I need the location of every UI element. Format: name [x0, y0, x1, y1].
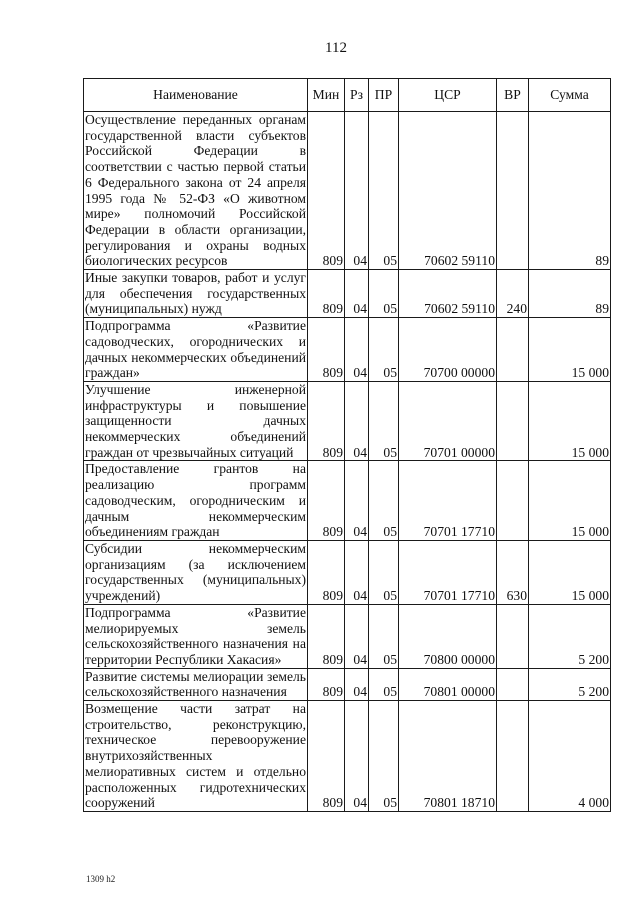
row-sum: 15 000	[529, 461, 611, 541]
table-row	[84, 270, 611, 318]
row-vr: 630	[497, 540, 529, 604]
row-csr: 70701 17710	[399, 461, 497, 541]
row-vr	[497, 381, 529, 461]
row-rz: 04	[345, 668, 369, 700]
table-row	[84, 540, 611, 604]
row-csr: 70700 00000	[399, 318, 497, 382]
row-csr: 70701 17710	[399, 540, 497, 604]
row-min: 809	[308, 381, 345, 461]
row-pr: 05	[369, 701, 399, 812]
row-name: Иные закупки товаров, работ и услуг для обеспечения государственных (муниципальных) нужд	[85, 270, 306, 317]
row-rz: 04	[345, 604, 369, 668]
row-rz: 04	[345, 318, 369, 382]
row-rz: 04	[345, 540, 369, 604]
page-number: 112	[325, 40, 347, 56]
row-sum: 5 200	[529, 668, 611, 700]
row-min: 809	[308, 112, 345, 270]
row-vr	[497, 701, 529, 812]
row-rz: 04	[345, 270, 369, 318]
row-name: Улучшение инженерной инфраструктуры и повышение защищенности дачных некоммерческих объединений граждан от чрезвычайных ситуаций	[85, 381, 306, 460]
table-row	[84, 701, 611, 812]
row-pr: 05	[369, 112, 399, 270]
footer-code: 1309 h2	[86, 874, 116, 884]
header-sum: Сумма	[529, 79, 611, 112]
header-name: Наименование	[84, 79, 308, 112]
table-row	[84, 112, 611, 270]
row-name: Осуществление переданных органам государственной власти субъектов Российской Федерации в соответствии с частью первой статьи 6 Федерального закона от 24 апреля 1995 года № 52-ФЗ «О животном мире» полномочий Российской Федерации в области организации, регулирования и охраны водных биологических ресурсов	[85, 112, 306, 269]
row-vr	[497, 318, 529, 382]
row-csr: 70801 00000	[399, 668, 497, 700]
row-min: 809	[308, 668, 345, 700]
row-pr: 05	[369, 668, 399, 700]
row-pr: 05	[369, 318, 399, 382]
row-sum: 5 200	[529, 604, 611, 668]
row-pr: 05	[369, 270, 399, 318]
row-pr: 05	[369, 381, 399, 461]
row-csr: 70602 59110	[399, 270, 497, 318]
row-sum: 15 000	[529, 540, 611, 604]
table-header	[84, 79, 611, 112]
row-vr: 240	[497, 270, 529, 318]
row-min: 809	[308, 540, 345, 604]
row-sum: 89	[529, 112, 611, 270]
row-name: Предоставление грантов на реализацию программ садоводческим, огородническим и дачным некоммерческим объединениям граждан	[85, 461, 306, 540]
row-rz: 04	[345, 461, 369, 541]
header-rz: Рз	[345, 79, 369, 112]
row-rz: 04	[345, 381, 369, 461]
row-min: 809	[308, 318, 345, 382]
table-body	[84, 112, 611, 812]
row-name: Возмещение части затрат на строительство, реконструкцию, техническое перевооружение внутрихозяйственных мелиоративных систем и отдельно расположенных гидротехнических сооружений	[85, 701, 306, 811]
row-vr	[497, 461, 529, 541]
table-row	[84, 381, 611, 461]
row-csr: 70701 00000	[399, 381, 497, 461]
row-min: 809	[308, 604, 345, 668]
row-rz: 04	[345, 112, 369, 270]
row-sum: 89	[529, 270, 611, 318]
row-min: 809	[308, 461, 345, 541]
row-pr: 05	[369, 461, 399, 541]
table-row	[84, 604, 611, 668]
row-pr: 05	[369, 604, 399, 668]
row-vr	[497, 668, 529, 700]
header-pr: ПР	[369, 79, 399, 112]
table-row	[84, 318, 611, 382]
row-vr	[497, 112, 529, 270]
row-sum: 15 000	[529, 318, 611, 382]
row-name: Подпрограмма «Развитие садоводческих, огороднических и дачных некоммерческих объединений граждан»	[85, 318, 306, 381]
header-vr: ВР	[497, 79, 529, 112]
table-row	[84, 668, 611, 700]
table-row	[84, 461, 611, 541]
header-row	[84, 79, 611, 112]
row-name: Развитие системы мелиорации земель сельскохозяйственного назначения	[85, 668, 306, 700]
row-csr: 70801 18710	[399, 701, 497, 812]
row-csr: 70800 00000	[399, 604, 497, 668]
row-min: 809	[308, 270, 345, 318]
row-name: Субсидии некоммерческим организациям (за исключением государственных (муниципальных) учреждений)	[85, 540, 306, 604]
row-vr	[497, 604, 529, 668]
row-name: Подпрограмма «Развитие мелиорируемых земель сельскохозяйственного назначения на территории Республики Хакасия»	[85, 604, 306, 667]
row-sum: 15 000	[529, 381, 611, 461]
budget-table	[83, 78, 611, 812]
row-csr: 70602 59110	[399, 112, 497, 270]
row-rz: 04	[345, 701, 369, 812]
row-sum: 4 000	[529, 701, 611, 812]
row-pr: 05	[369, 540, 399, 604]
header-min: Мин	[308, 79, 345, 112]
header-csr: ЦСР	[399, 79, 497, 112]
row-min: 809	[308, 701, 345, 812]
